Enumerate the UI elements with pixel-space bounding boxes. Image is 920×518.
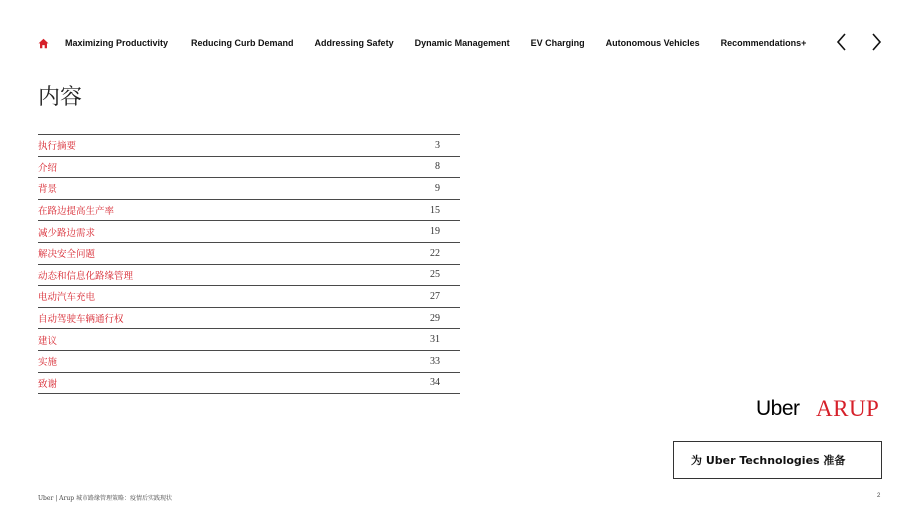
toc-row[interactable] (38, 221, 460, 243)
toc-title: 减少路边需求 (38, 227, 96, 239)
toc-title: 动态和信息化路缘管理 (38, 270, 134, 282)
nav-link-autonomous-vehicles[interactable]: Autonomous Vehicles (605, 38, 700, 48)
toc-page-number: 8 (435, 161, 440, 173)
toc-row[interactable] (38, 351, 460, 373)
toc-title: 实施 (38, 357, 58, 369)
page-title: 内容 (38, 85, 83, 110)
table-of-contents (38, 134, 460, 394)
toc-title: 介绍 (38, 162, 58, 174)
toc-title: 背景 (38, 184, 58, 196)
nav-link-ev-charging[interactable]: EV Charging (530, 38, 585, 48)
toc-title: 自动驾驶车辆通行权 (38, 314, 124, 326)
nav-link-reducing-curb-demand[interactable]: Reducing Curb Demand (191, 38, 294, 48)
prepared-for-box (673, 441, 882, 479)
toc-row[interactable] (38, 200, 460, 222)
nav-link-recommendations[interactable]: Recommendations+ (720, 38, 807, 48)
next-page-button[interactable] (869, 32, 883, 52)
uber-logo: Uber (756, 397, 800, 420)
toc-page-number: 31 (430, 334, 440, 346)
toc-title: 执行摘要 (38, 141, 77, 153)
toc-title: 解决安全问题 (38, 249, 96, 261)
nav-link-addressing-safety[interactable]: Addressing Safety (314, 38, 394, 48)
toc-title: 致谢 (38, 378, 58, 390)
toc-page-number: 19 (430, 226, 440, 238)
toc-row[interactable] (38, 178, 460, 200)
toc-page-number: 29 (430, 312, 440, 324)
top-navigation (38, 36, 806, 50)
chevron-left-icon (835, 32, 849, 52)
nav-link-dynamic-management[interactable]: Dynamic Management (414, 38, 510, 48)
chevron-right-icon (869, 32, 883, 52)
toc-page-number: 25 (430, 269, 440, 281)
toc-page-number: 34 (430, 377, 440, 389)
toc-page-number: 22 (430, 247, 440, 259)
footer-text: Uber | Arup 城市路缘管理策略：疫情后实践现状 (38, 495, 172, 502)
toc-row[interactable] (38, 243, 460, 265)
toc-page-number: 9 (435, 182, 440, 194)
toc-row[interactable] (38, 308, 460, 330)
toc-row[interactable] (38, 286, 460, 308)
toc-row[interactable] (38, 265, 460, 287)
toc-title: 建议 (38, 335, 58, 347)
toc-title: 在路边提高生产率 (38, 206, 115, 218)
toc-row[interactable] (38, 135, 460, 157)
nav-link-maximizing-productivity[interactable]: Maximizing Productivity (65, 38, 169, 48)
toc-page-number: 27 (430, 290, 440, 302)
home-icon[interactable] (38, 38, 49, 49)
toc-row[interactable] (38, 329, 460, 351)
toc-row[interactable] (38, 373, 460, 395)
toc-page-number: 15 (430, 204, 440, 216)
toc-title: 电动汽车充电 (38, 292, 96, 304)
arup-logo: ARUP (816, 396, 880, 421)
footer-page-number: 2 (877, 493, 881, 499)
prepared-for-text: 为 Uber Technologies 准备 (691, 454, 846, 467)
toc-page-number: 33 (430, 355, 440, 367)
prev-page-button[interactable] (835, 32, 849, 52)
toc-page-number: 3 (435, 139, 440, 151)
toc-row[interactable] (38, 157, 460, 179)
